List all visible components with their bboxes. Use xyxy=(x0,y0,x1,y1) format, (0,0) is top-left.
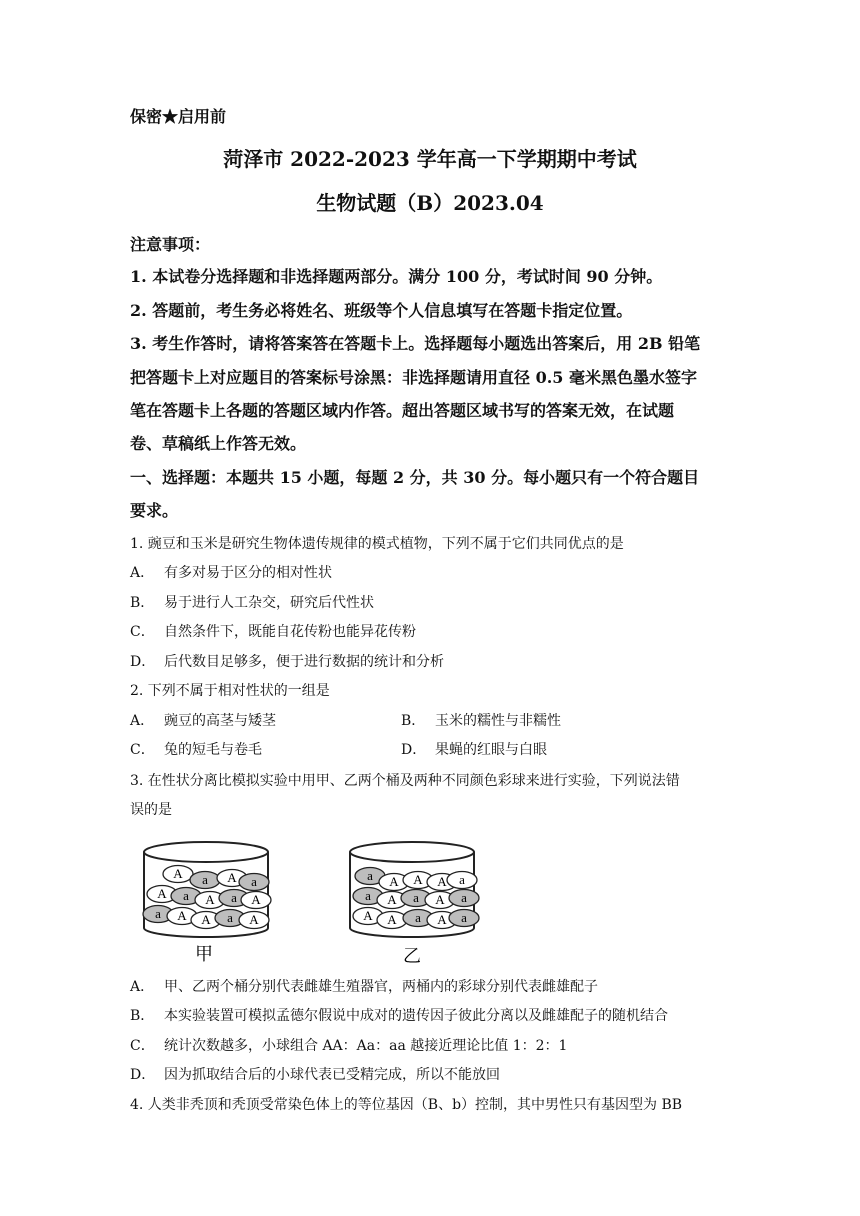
svg-text:A: A xyxy=(227,870,237,885)
exam-subtitle: 生物试题（B）2023.04 xyxy=(316,191,544,215)
q3-stem: 3. 在性状分离比模拟实验中用甲、乙两个桶及两种不同颜色彩球来进行实验，下列说法错 xyxy=(130,773,680,789)
svg-text:a: a xyxy=(202,872,208,887)
exam-title: 菏泽市 2022-2023 学年高一下学期期中考试 xyxy=(223,147,637,171)
q3-option-b: B． 本实验装置可模拟孟德尔假说中成对的遗传因子彼此分离以及雌雄配子的随机结合 xyxy=(130,1008,668,1024)
svg-text:A: A xyxy=(413,872,423,887)
svg-text:A: A xyxy=(387,912,397,927)
notes-heading: 注意事项： xyxy=(130,235,211,254)
note-item-3-line-2: 把答题卡上对应题目的答案标号涂黑：非选择题请用直径 0.5 毫米黑色墨水签字 xyxy=(130,368,697,387)
svg-text:a: a xyxy=(231,890,237,905)
svg-text:A: A xyxy=(205,892,215,907)
note-item-3-line-1: 3. 考生作答时，请将答案答在答题卡上。选择题每小题选出答案后，用 2B 铅笔 xyxy=(130,334,701,353)
svg-text:a: a xyxy=(365,888,371,903)
q1-option-c: C． 自然条件下，既能自花传粉也能异花传粉 xyxy=(130,624,416,640)
bucket-yi-balls xyxy=(353,868,479,929)
q2-option-c: C． 兔的短毛与卷毛 xyxy=(130,742,262,758)
svg-text:a: a xyxy=(459,872,465,887)
q2-option-d: D． 果蝇的红眼与白眼 xyxy=(401,742,547,758)
q2-option-b: B． 玉米的糯性与非糯性 xyxy=(401,713,561,729)
section-1-heading: 一、选择题：本题共 15 小题，每题 2 分，共 30 分。每小题只有一个符合题目 xyxy=(130,468,700,487)
svg-text:A: A xyxy=(437,912,447,927)
svg-text:a: a xyxy=(251,874,257,889)
note-item-3-line-3: 笔在答题卡上各题的答题区域内作答。超出答题区域书写的答案无效，在试题 xyxy=(130,401,675,420)
q2-stem: 2. 下列不属于相对性状的一组是 xyxy=(130,683,330,699)
q3-option-a: A． 甲、乙两个桶分别代表雌雄生殖器官，两桶内的彩球分别代表雌雄配子 xyxy=(130,979,598,995)
svg-text:A: A xyxy=(201,912,211,927)
bucket-jia xyxy=(143,842,271,965)
svg-text:A: A xyxy=(177,908,187,923)
bucket-yi xyxy=(350,842,479,966)
q1-option-d: D． 后代数目足够多，便于进行数据的统计和分析 xyxy=(130,654,444,670)
svg-text:a: a xyxy=(227,910,233,925)
q3-option-d: D． 因为抓取结合后的小球代表已受精完成，所以不能放回 xyxy=(130,1067,500,1083)
note-item-3-line-4: 卷、草稿纸上作答无效。 xyxy=(130,434,307,453)
q1-option-a: A． 有多对易于区分的相对性状 xyxy=(130,565,332,581)
svg-text:a: a xyxy=(413,890,419,905)
svg-text:A: A xyxy=(437,874,447,889)
svg-text:A: A xyxy=(363,908,373,923)
q1-option-b: B． 易于进行人工杂交，研究后代性状 xyxy=(130,595,374,611)
svg-text:a: a xyxy=(461,890,467,905)
svg-text:A: A xyxy=(389,874,399,889)
svg-text:a: a xyxy=(415,910,421,925)
section-1-heading-cont: 要求。 xyxy=(130,501,179,520)
q4-stem: 4. 人类非秃顶和秃顶受常染色体上的等位基因（B、b）控制，其中男性只有基因型为 BB xyxy=(130,1097,683,1113)
note-item-1: 1. 本试卷分选择题和非选择题两部分。满分 100 分，考试时间 90 分钟。 xyxy=(130,267,663,286)
svg-text:A: A xyxy=(251,892,261,907)
svg-text:a: a xyxy=(183,888,189,903)
svg-text:a: a xyxy=(461,910,467,925)
svg-text:A: A xyxy=(435,892,445,907)
bucket-jia-caption: 甲 xyxy=(195,944,213,965)
note-item-2: 2. 答题前，考生务必将姓名、班级等个人信息填写在答题卡指定位置。 xyxy=(130,301,633,320)
bucket-yi-caption: 乙 xyxy=(403,946,421,966)
q2-option-a: A． 豌豆的高茎与矮茎 xyxy=(130,713,276,729)
svg-text:A: A xyxy=(387,892,397,907)
svg-text:A: A xyxy=(157,886,167,901)
buckets-figure xyxy=(130,832,490,966)
svg-text:A: A xyxy=(173,866,183,881)
svg-text:A: A xyxy=(249,912,259,927)
q3-option-c: C． 统计次数越多，小球组合 AA：Aa：aa 越接近理论比值 1：2：1 xyxy=(130,1038,568,1054)
svg-text:a: a xyxy=(367,868,373,883)
svg-text:a: a xyxy=(155,906,161,921)
q1-stem: 1. 豌豆和玉米是研究生物体遗传规律的模式植物，下列不属于它们共同优点的是 xyxy=(130,536,624,552)
secret-mark: 保密★启用前 xyxy=(130,107,227,126)
q3-stem-cont: 误的是 xyxy=(130,802,172,818)
